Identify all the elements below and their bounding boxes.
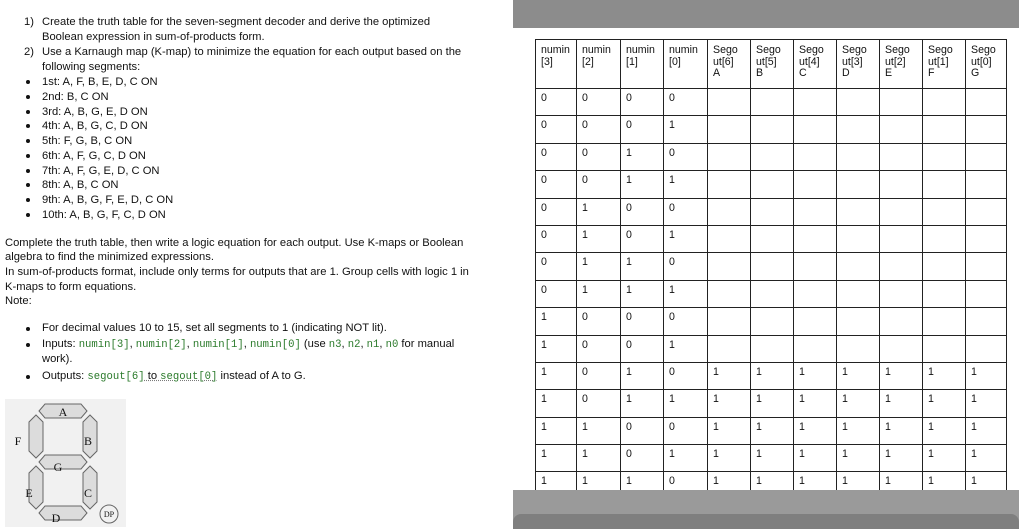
table-cell xyxy=(751,225,794,252)
table-cell: 1 xyxy=(751,390,794,417)
table-row xyxy=(536,445,1007,472)
table-row xyxy=(536,390,1007,417)
table-cell xyxy=(794,89,837,116)
column-header-line: [1] xyxy=(626,55,638,68)
table-row xyxy=(536,335,1007,362)
table-cell: 1 xyxy=(536,362,577,389)
table-cell: 1 xyxy=(621,171,664,198)
table-cell: 0 xyxy=(536,225,577,252)
table-cell: 0 xyxy=(621,417,664,444)
bullet-icon xyxy=(26,375,30,379)
table-cell xyxy=(966,280,1007,307)
table-cell xyxy=(708,89,751,116)
table-cell xyxy=(751,253,794,280)
column-header-line: C xyxy=(799,67,807,79)
column-header-line: Sego xyxy=(971,44,996,56)
complete-text-line-2: algebra to find the minimized expressions. xyxy=(5,251,214,263)
column-header-line: ut[6] xyxy=(713,55,734,68)
column-header-line: A xyxy=(713,67,721,79)
table-cell: 0 xyxy=(577,171,621,198)
table-cell: 1 xyxy=(664,116,708,143)
table-cell xyxy=(966,143,1007,170)
table-cell: 1 xyxy=(751,362,794,389)
table-cell: 1 xyxy=(536,308,577,335)
table-cell xyxy=(708,335,751,362)
table-cell: 1 xyxy=(708,445,751,472)
table-cell: 0 xyxy=(536,89,577,116)
table-cell: 1 xyxy=(577,417,621,444)
table-cell: 0 xyxy=(664,198,708,225)
table-cell xyxy=(966,225,1007,252)
table-cell: 1 xyxy=(621,253,664,280)
column-header-line: D xyxy=(842,67,850,79)
table-row xyxy=(536,362,1007,389)
table-cell: 1 xyxy=(621,390,664,417)
table-cell: 1 xyxy=(621,280,664,307)
table-cell: 1 xyxy=(577,280,621,307)
table-cell xyxy=(751,335,794,362)
table-cell: 1 xyxy=(577,225,621,252)
table-cell: 0 xyxy=(577,308,621,335)
table-cell: 0 xyxy=(536,280,577,307)
segment-list-item: 1st: A, F, B, E, D, C ON xyxy=(42,76,158,88)
table-cell xyxy=(837,116,880,143)
table-cell: 1 xyxy=(577,198,621,225)
table-cell: 1 xyxy=(664,390,708,417)
table-cell: 1 xyxy=(794,472,837,499)
table-cell: 0 xyxy=(621,198,664,225)
table-cell: 1 xyxy=(664,280,708,307)
table-cell: 1 xyxy=(708,417,751,444)
column-header-line: [3] xyxy=(541,55,553,68)
column-header xyxy=(923,40,966,89)
column-header xyxy=(794,40,837,89)
table-cell: 1 xyxy=(577,253,621,280)
table-cell: 1 xyxy=(880,445,923,472)
table-cell xyxy=(751,308,794,335)
column-header-line: Sego xyxy=(928,44,953,56)
table-cell xyxy=(880,335,923,362)
table-cell xyxy=(880,171,923,198)
column-header-line: numin xyxy=(669,44,698,56)
table-cell: 1 xyxy=(621,472,664,499)
table-cell xyxy=(794,198,837,225)
column-header-line: [2] xyxy=(582,55,594,68)
table-cell xyxy=(923,308,966,335)
table-row xyxy=(536,225,1007,252)
table-cell xyxy=(923,116,966,143)
table-cell: 0 xyxy=(577,116,621,143)
table-cell: 0 xyxy=(577,335,621,362)
table-header-row xyxy=(536,40,1007,89)
column-header-line: numin xyxy=(582,44,611,56)
table-cell xyxy=(880,198,923,225)
table-cell: 1 xyxy=(794,362,837,389)
column-header xyxy=(536,40,577,89)
item-1-number: 1) xyxy=(24,16,34,28)
table-cell: 1 xyxy=(880,417,923,444)
column-header-line: ut[4] xyxy=(799,55,820,68)
table-cell: 0 xyxy=(536,171,577,198)
table-cell: 0 xyxy=(536,116,577,143)
table-cell xyxy=(751,280,794,307)
table-row xyxy=(536,143,1007,170)
table-cell: 1 xyxy=(880,390,923,417)
table-cell: 1 xyxy=(880,362,923,389)
table-cell: 1 xyxy=(536,390,577,417)
table-cell: 1 xyxy=(577,445,621,472)
truth-table-panel xyxy=(513,0,1019,529)
table-cell xyxy=(923,225,966,252)
table-row xyxy=(536,253,1007,280)
column-header-line: Sego xyxy=(842,44,867,56)
table-cell: 1 xyxy=(837,472,880,499)
bullet-icon xyxy=(26,213,30,217)
table-cell xyxy=(837,171,880,198)
segment-b-label: B xyxy=(83,434,93,448)
table-cell xyxy=(837,308,880,335)
column-header xyxy=(837,40,880,89)
table-cell: 1 xyxy=(880,472,923,499)
table-cell: 1 xyxy=(536,417,577,444)
item-2-text-line-1: Use a Karnaugh map (K-map) to minimize the equation for each output based on the xyxy=(42,46,462,58)
table-row xyxy=(536,417,1007,444)
bullet-icon xyxy=(26,198,30,202)
bullet-icon xyxy=(26,183,30,187)
table-body xyxy=(536,89,1007,527)
viewer-bottom-bar xyxy=(513,514,1019,529)
column-header xyxy=(621,40,664,89)
segment-e-label: E xyxy=(25,486,33,500)
table-cell: 1 xyxy=(751,445,794,472)
table-row xyxy=(536,308,1007,335)
table-cell xyxy=(880,225,923,252)
segment-list-item: 9th: A, B, G, F, E, D, C ON xyxy=(42,194,174,206)
column-header xyxy=(751,40,794,89)
table-cell xyxy=(966,89,1007,116)
column-header-line: ut[2] xyxy=(885,55,906,68)
table-cell: 0 xyxy=(536,143,577,170)
table-cell xyxy=(837,143,880,170)
table-cell: 1 xyxy=(923,362,966,389)
table-cell xyxy=(837,89,880,116)
table-cell xyxy=(794,335,837,362)
column-header-line: B xyxy=(756,67,764,79)
sop-text-line-2: K-maps to form equations. xyxy=(5,281,137,293)
table-cell: 1 xyxy=(621,362,664,389)
table-cell: 1 xyxy=(837,390,880,417)
bullet-icon xyxy=(26,80,30,84)
table-cell: 0 xyxy=(577,362,621,389)
table-cell xyxy=(751,198,794,225)
table-cell: 1 xyxy=(923,390,966,417)
table-cell: 1 xyxy=(577,472,621,499)
segment-f-label: F xyxy=(14,434,22,448)
table-cell xyxy=(837,225,880,252)
table-cell xyxy=(708,308,751,335)
segment-list-item: 6th: A, F, G, C, D ON xyxy=(42,150,146,162)
table-cell xyxy=(880,280,923,307)
table-cell: 0 xyxy=(621,89,664,116)
table-cell: 1 xyxy=(751,472,794,499)
table-cell xyxy=(794,116,837,143)
table-cell xyxy=(837,335,880,362)
table-cell: 0 xyxy=(664,472,708,499)
column-header-line: Sego xyxy=(885,44,910,56)
bullet-icon xyxy=(26,124,30,128)
bullet-icon xyxy=(26,343,30,347)
table-cell xyxy=(837,280,880,307)
table-cell: 1 xyxy=(923,417,966,444)
table-cell xyxy=(708,253,751,280)
note-2-line-2: work). xyxy=(42,353,73,365)
segment-list-item: 2nd: B, C ON xyxy=(42,91,109,103)
bullet-icon xyxy=(26,327,30,331)
table-cell xyxy=(708,280,751,307)
table-cell: 0 xyxy=(621,445,664,472)
table-cell: 1 xyxy=(536,335,577,362)
table-cell: 0 xyxy=(664,253,708,280)
column-header-line: E xyxy=(885,67,893,79)
table-cell xyxy=(923,335,966,362)
table-cell: 1 xyxy=(837,362,880,389)
table-cell: 1 xyxy=(966,362,1007,389)
table-cell: 1 xyxy=(837,417,880,444)
truth-table xyxy=(535,39,1007,527)
table-row xyxy=(536,89,1007,116)
table-cell xyxy=(923,253,966,280)
segment-g-label: G xyxy=(53,460,63,474)
segment-f-shape xyxy=(29,415,43,458)
table-cell xyxy=(708,225,751,252)
item-2-text-line-2: following segments: xyxy=(42,61,141,73)
table-cell xyxy=(966,308,1007,335)
complete-text-line-1: Complete the truth table, then write a logic equation for each output. Use K-maps or Boolean xyxy=(5,237,464,249)
table-cell xyxy=(794,143,837,170)
table-cell xyxy=(837,253,880,280)
table-cell xyxy=(837,198,880,225)
table-cell xyxy=(923,171,966,198)
table-cell xyxy=(966,171,1007,198)
segment-list-item: 7th: A, F, G, E, D, C ON xyxy=(42,165,160,177)
table-cell: 0 xyxy=(664,362,708,389)
column-header-line: numin xyxy=(626,44,655,56)
table-cell: 1 xyxy=(664,225,708,252)
segment-list-item: 10th: A, B, G, F, C, D ON xyxy=(42,209,166,221)
column-header-line: G xyxy=(971,67,980,79)
table-cell: 1 xyxy=(794,390,837,417)
note-1: For decimal values 10 to 15, set all segments to 1 (indicating NOT lit). xyxy=(42,322,387,334)
table-cell xyxy=(751,89,794,116)
table-cell xyxy=(923,280,966,307)
table-cell: 0 xyxy=(621,225,664,252)
table-cell: 0 xyxy=(621,308,664,335)
table-cell xyxy=(708,171,751,198)
table-cell: 1 xyxy=(966,445,1007,472)
table-cell: 1 xyxy=(664,171,708,198)
column-header xyxy=(966,40,1007,89)
table-cell xyxy=(880,89,923,116)
table-cell: 0 xyxy=(536,198,577,225)
column-header xyxy=(880,40,923,89)
table-cell xyxy=(794,225,837,252)
column-header-line: Sego xyxy=(713,44,738,56)
table-cell xyxy=(966,116,1007,143)
item-1-text-line-1: Create the truth table for the seven-segment decoder and derive the optimized xyxy=(42,16,431,28)
column-header-line: ut[1] xyxy=(928,55,949,68)
table-cell xyxy=(880,116,923,143)
table-cell xyxy=(923,89,966,116)
table-cell: 1 xyxy=(966,417,1007,444)
table-row xyxy=(536,280,1007,307)
table-cell xyxy=(966,335,1007,362)
table-cell: 1 xyxy=(708,472,751,499)
table-cell: 1 xyxy=(923,445,966,472)
table-cell: 1 xyxy=(794,445,837,472)
table-cell xyxy=(880,143,923,170)
table-cell xyxy=(794,308,837,335)
table-cell: 0 xyxy=(664,89,708,116)
table-cell: 1 xyxy=(966,472,1007,499)
note-label: Note: xyxy=(5,295,32,307)
segment-list-item: 5th: F, G, B, C ON xyxy=(42,135,133,147)
table-cell: 1 xyxy=(751,417,794,444)
table-cell xyxy=(751,116,794,143)
column-header-line: Sego xyxy=(756,44,781,56)
table-cell xyxy=(708,116,751,143)
viewer-top-bar xyxy=(513,0,1019,28)
table-cell: 1 xyxy=(664,335,708,362)
table-cell: 1 xyxy=(837,445,880,472)
table-cell: 1 xyxy=(536,472,577,499)
table-cell: 0 xyxy=(664,143,708,170)
column-header-line: ut[5] xyxy=(756,55,777,68)
instructions-panel xyxy=(0,0,510,529)
bullet-icon xyxy=(26,154,30,158)
segment-g-shape xyxy=(39,455,87,469)
table-cell: 1 xyxy=(966,390,1007,417)
segment-d-label: D xyxy=(51,511,61,525)
sop-text-line-1: In sum-of-products format, include only terms for outputs that are 1. Group cells with logic 1 in xyxy=(5,266,469,278)
table-cell xyxy=(751,143,794,170)
column-header-line: F xyxy=(928,67,935,79)
segment-list-item: 3rd: A, B, G, E, D ON xyxy=(42,106,148,118)
column-header-line: numin xyxy=(541,44,570,56)
segment-list-item: 8th: A, B, C ON xyxy=(42,179,119,191)
table-cell: 0 xyxy=(664,308,708,335)
table-cell: 0 xyxy=(577,89,621,116)
table-cell: 1 xyxy=(794,417,837,444)
table-row xyxy=(536,116,1007,143)
table-cell: 0 xyxy=(621,335,664,362)
segment-c-label: C xyxy=(83,486,93,500)
column-header-line: ut[0] xyxy=(971,55,992,68)
table-cell: 0 xyxy=(577,143,621,170)
table-cell: 0 xyxy=(577,390,621,417)
table-row xyxy=(536,198,1007,225)
table-cell: 1 xyxy=(536,445,577,472)
segment-d-shape xyxy=(39,506,87,520)
table-cell: 1 xyxy=(664,445,708,472)
column-header xyxy=(664,40,708,89)
table-cell xyxy=(708,198,751,225)
bullet-icon xyxy=(26,139,30,143)
table-cell xyxy=(923,143,966,170)
table-cell xyxy=(966,253,1007,280)
table-cell xyxy=(751,171,794,198)
table-cell xyxy=(794,253,837,280)
table-cell xyxy=(880,308,923,335)
column-header-line: ut[3] xyxy=(842,55,863,68)
table-sheet xyxy=(513,28,1019,490)
bullet-icon xyxy=(26,95,30,99)
table-cell xyxy=(880,253,923,280)
table-cell: 0 xyxy=(664,417,708,444)
column-header xyxy=(708,40,751,89)
note-2: Inputs: numin[3], numin[2], numin[1], numin[0] (use n3, n2, n1, n0 for manual xyxy=(42,338,455,351)
column-header-line: Sego xyxy=(799,44,824,56)
column-header xyxy=(577,40,621,89)
table-row xyxy=(536,171,1007,198)
table-cell xyxy=(966,198,1007,225)
item-1-text-line-2: Boolean expression in sum-of-products form. xyxy=(42,31,265,43)
table-cell xyxy=(708,143,751,170)
table-cell: 0 xyxy=(621,116,664,143)
table-cell: 1 xyxy=(708,390,751,417)
table-cell: 1 xyxy=(708,362,751,389)
segment-list-item: 4th: A, B, G, C, D ON xyxy=(42,120,148,132)
table-cell xyxy=(794,280,837,307)
segment-a-label: A xyxy=(58,405,68,419)
segment-dp-label: DP xyxy=(103,510,115,519)
item-2-number: 2) xyxy=(24,46,34,58)
note-3: Outputs: segout[6] to segout[0] instead of A to G. xyxy=(42,370,306,383)
table-cell xyxy=(794,171,837,198)
bullet-icon xyxy=(26,110,30,114)
table-cell: 0 xyxy=(536,253,577,280)
seven-segment-diagram xyxy=(5,399,126,527)
table-cell: 1 xyxy=(923,472,966,499)
table-cell xyxy=(923,198,966,225)
column-header-line: [0] xyxy=(669,55,681,68)
table-cell: 1 xyxy=(621,143,664,170)
bullet-icon xyxy=(26,169,30,173)
